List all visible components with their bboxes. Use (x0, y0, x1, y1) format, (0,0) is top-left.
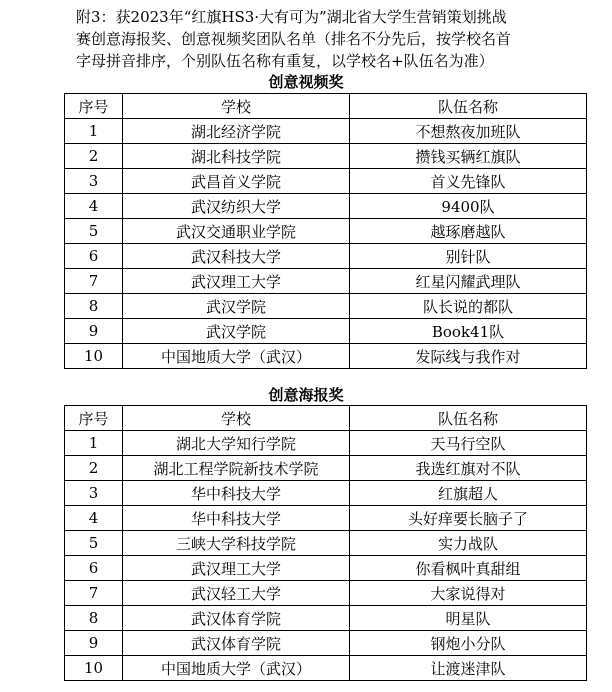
team-cell: 钢炮小分队 (350, 631, 587, 656)
header-rank: 序号 (65, 406, 123, 431)
rank-cell: 1 (65, 119, 123, 144)
school-cell: 武汉学院 (123, 319, 350, 344)
team-cell: 让渡迷津队 (350, 656, 587, 681)
team-cell: 9400队 (350, 194, 587, 219)
team-cell: 别针队 (350, 244, 587, 269)
video-award-title: 创意视频奖 (268, 73, 344, 91)
rank-cell: 3 (65, 169, 123, 194)
rank-cell: 8 (65, 606, 123, 631)
school-cell: 武汉交通职业学院 (123, 219, 350, 244)
team-cell: 红星闪耀武理队 (350, 269, 587, 294)
school-cell: 湖北经济学院 (123, 119, 350, 144)
table-row (65, 319, 587, 344)
school-cell: 武汉学院 (123, 294, 350, 319)
rank-cell: 10 (65, 344, 123, 369)
table-row (65, 269, 587, 294)
team-cell: 大家说得对 (350, 581, 587, 606)
team-cell: 你看枫叶真甜组 (350, 556, 587, 581)
team-cell: 天马行空队 (350, 431, 587, 456)
team-cell: 红旗超人 (350, 481, 587, 506)
school-cell: 湖北工程学院新技术学院 (123, 456, 350, 481)
table-row (65, 144, 587, 169)
team-cell: 不想熬夜加班队 (350, 119, 587, 144)
table-header-row (65, 406, 587, 431)
rank-cell: 1 (65, 431, 123, 456)
rank-cell: 9 (65, 631, 123, 656)
table-row (65, 431, 587, 456)
header-team: 队伍名称 (350, 406, 587, 431)
school-cell: 中国地质大学（武汉） (123, 656, 350, 681)
table-row (65, 244, 587, 269)
table-row (65, 656, 587, 681)
school-cell: 武汉体育学院 (123, 631, 350, 656)
table-header-row (65, 94, 587, 119)
table-row (65, 456, 587, 481)
school-cell: 华中科技大学 (123, 506, 350, 531)
table-row (65, 631, 587, 656)
table-row (65, 531, 587, 556)
team-cell: 明星队 (350, 606, 587, 631)
rank-cell: 10 (65, 656, 123, 681)
team-cell: 攒钱买辆红旗队 (350, 144, 587, 169)
school-cell: 中国地质大学（武汉） (123, 344, 350, 369)
rank-cell: 5 (65, 219, 123, 244)
school-cell: 华中科技大学 (123, 481, 350, 506)
school-cell: 武汉理工大学 (123, 269, 350, 294)
intro-paragraph (76, 6, 596, 72)
team-cell: 首义先锋队 (350, 169, 587, 194)
table-row (65, 219, 587, 244)
rank-cell: 2 (65, 456, 123, 481)
table-row (65, 119, 587, 144)
rank-cell: 6 (65, 556, 123, 581)
team-cell: 实力战队 (350, 531, 587, 556)
table-row (65, 294, 587, 319)
header-school: 学校 (123, 406, 350, 431)
header-school: 学校 (123, 94, 350, 119)
intro-line: 赛创意海报奖、创意视频奖团队名单（排名不分先后，按学校名首 (76, 30, 512, 48)
school-cell: 武汉轻工大学 (123, 581, 350, 606)
rank-cell: 4 (65, 506, 123, 531)
school-cell: 武汉理工大学 (123, 556, 350, 581)
table-row (65, 344, 587, 369)
video-award-table (64, 93, 587, 369)
team-cell: 发际线与我作对 (350, 344, 587, 369)
rank-cell: 4 (65, 194, 123, 219)
rank-cell: 2 (65, 144, 123, 169)
poster-award-table (64, 405, 587, 681)
team-cell: 头好痒要长脑子了 (350, 506, 587, 531)
rank-cell: 5 (65, 531, 123, 556)
table-row (65, 169, 587, 194)
rank-cell: 3 (65, 481, 123, 506)
header-team: 队伍名称 (350, 94, 587, 119)
school-cell: 三峡大学科技学院 (123, 531, 350, 556)
school-cell: 湖北大学知行学院 (123, 431, 350, 456)
table-row (65, 506, 587, 531)
header-rank: 序号 (65, 94, 123, 119)
team-cell: Book41队 (350, 319, 587, 344)
table-row (65, 606, 587, 631)
school-cell: 武汉体育学院 (123, 606, 350, 631)
rank-cell: 7 (65, 581, 123, 606)
team-cell: 越琢磨越队 (350, 219, 587, 244)
team-cell: 我选红旗对不队 (350, 456, 587, 481)
table-row (65, 481, 587, 506)
table-row (65, 581, 587, 606)
rank-cell: 7 (65, 269, 123, 294)
team-cell: 队长说的都队 (350, 294, 587, 319)
intro-line: 字母拼音排序，个别队伍名称有重复，以学校名+队伍名为准） (76, 52, 494, 70)
rank-cell: 9 (65, 319, 123, 344)
intro-line: 附3：获2023年“红旗HS3·大有可为”湖北省大学生营销策划挑战 (76, 8, 507, 26)
rank-cell: 8 (65, 294, 123, 319)
school-cell: 武昌首义学院 (123, 169, 350, 194)
table-row (65, 556, 587, 581)
school-cell: 武汉科技大学 (123, 244, 350, 269)
school-cell: 武汉纺织大学 (123, 194, 350, 219)
rank-cell: 6 (65, 244, 123, 269)
poster-award-title: 创意海报奖 (268, 386, 344, 404)
school-cell: 湖北科技学院 (123, 144, 350, 169)
table-row (65, 194, 587, 219)
